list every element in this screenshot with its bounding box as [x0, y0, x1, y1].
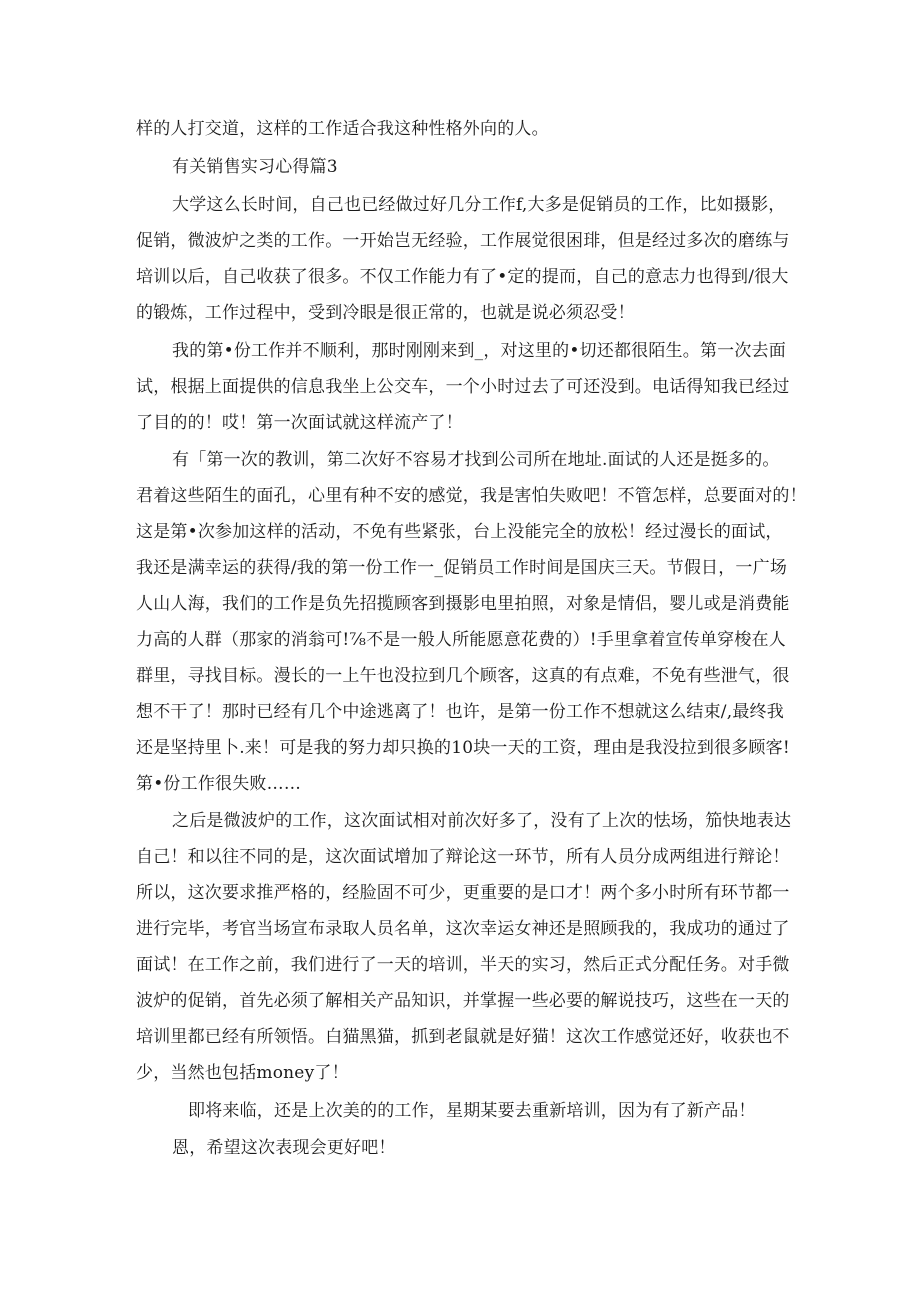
text-line: 少，当然也包括money了！: [136, 1063, 349, 1083]
text-line: 进行完毕，考官当场宣布录取人员名单，这次幸运女神还是照顾我的，我成功的通过了: [136, 919, 790, 939]
text-line: 第•份工作很失败……: [136, 774, 302, 794]
text-line: 有「第一次的教训，第二次好不容易才找到公司所在地址.面试的人还是挺多的。: [172, 450, 780, 470]
text-line: 力高的人群（那家的消翁可!⅞不是一般人所能愿意花费的）!手里拿着宣传单穿梭在人: [136, 630, 786, 650]
text-line: 的锻炼，工作过程中，受到冷眼是很正常的，也就是说必须忍受！: [136, 303, 635, 323]
text-line: 面试！在工作之前，我们进行了一天的培训，半天的实习，然后正式分配任务。对手微: [136, 955, 790, 975]
section-heading: 有关销售实习心得篇3: [172, 157, 338, 177]
text-line: 所以，这次要求推严格的，经脸固不可少，更重要的是口才！两个多小时所有环节都一: [136, 883, 790, 903]
text-line: 想不干了！那时已经有几个中途逃离了！也许，是第一份工作不想就这么结束/,最终我: [136, 702, 784, 722]
text-line: 这是第•次参加这样的活动，不免有些紧张，台上没能完全的放松！经过漫长的面试，: [136, 522, 783, 542]
text-line: 我还是满幸运的获得/我的第一份工作一_促销员工作时间是国庆三天。节假日，一广场: [136, 558, 788, 578]
text-line: 促销，微波炉之类的工作。一开始岂无经验，工作展觉很困琲，但是经过多次的磨练与: [136, 231, 790, 251]
text-line: 了目的的！哎！第一次面试就这样流产了！: [136, 413, 463, 433]
text-line: 即将来临，还是上次美的的工作，星期某要去重新培训，因为有了新产品！: [188, 1101, 756, 1121]
text-line: 还是坚持里卜.来！可是我的努力却只换的10块一天的工资，理由是我没拉到很多顾客!: [136, 738, 790, 758]
text-line: 试，根据上面提供的信息我坐上公交车，一个小时过去了可还没到。电话得知我已经过: [136, 377, 790, 397]
text-line: 自己！和以往不同的是，这次面试增加了辩论这一环节，所有人员分成两组进行辩论！: [136, 847, 790, 867]
text-line: 培训以后，自己收获了很多。不仅工作能力有了•定的提而，自己的意志力也得到/很大: [136, 267, 789, 287]
text-line: 之后是微波炉的工作，这次面试相对前次好多了，没有了上次的怯场，笳快地表达: [172, 811, 792, 831]
text-line: 群里，寻找目标。漫长的一上午也没拉到几个顾客，这真的有点难，不免有些泄气，很: [136, 666, 790, 686]
text-line: 大学这么长时间，自己也已经做过好几分工作f,大多是促销员的工作，比如摄影，: [172, 195, 786, 215]
text-line: 人山人海，我们的工作是负先招揽顾客到摄影电里拍照，对象是情侣，婴儿或是消费能: [136, 594, 790, 614]
text-line: 波炉的促销，首先必须了解相关产品知识，并掌握一些必要的解说技巧，这些在一天的: [136, 991, 790, 1011]
text-line: 样的人打交道，这样的工作适合我这种性格外向的人。: [136, 119, 549, 139]
text-line: 君着这些陌生的面孔，心里有种不安的感觉，我是害怕失败吧！不管怎样，总要面对的！: [136, 486, 807, 506]
text-line: 我的第•份工作并不顺利，那时刚刚来到_，对这里的•切还都很陌生。第一次去面: [172, 341, 786, 361]
text-line: 恩，希望这次表现会更好吧！: [172, 1138, 396, 1158]
text-line: 培训里都已经有所领悟。白猫黑猫，抓到老鼠就是好猫！这次工作感觉还好，收获也不: [136, 1027, 790, 1047]
